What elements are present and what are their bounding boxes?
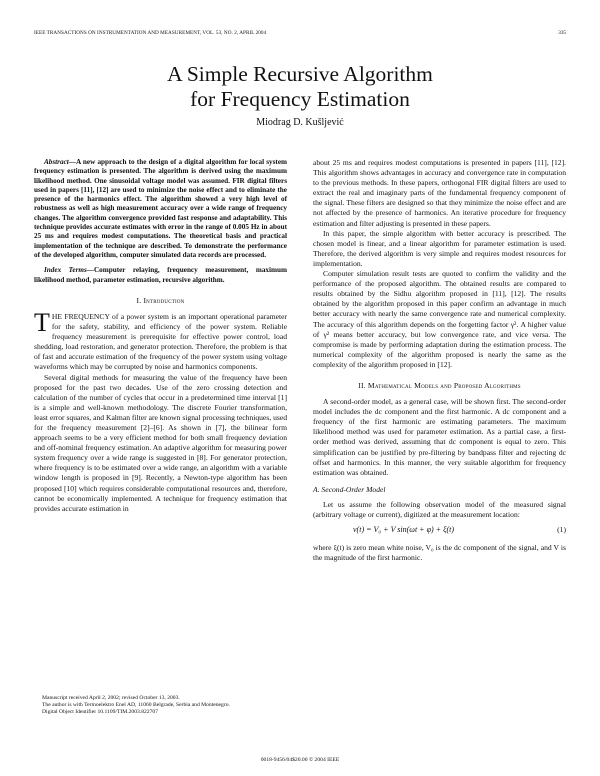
title-line-2: for Frequency Estimation [190,87,410,111]
index-terms [34,266,287,285]
footnote-affiliation: The author is with Termoelektro Enel AD, 11060 Belgrade, Serbia and Montenegro. [42,702,230,709]
abstract-lead: Abstract— [44,158,76,166]
intro-paragraph-1 [34,307,287,373]
right-column [313,158,566,563]
copyright-footer: 0018-9456/04$20.00 © 2004 IEEE [260,757,340,763]
section-1-heading: I. Introduction [136,295,185,305]
paper-title [0,62,600,112]
abstract [34,158,287,260]
index-terms-lead: Index Terms— [44,266,94,275]
equation-1 [313,525,566,539]
footnote-received: Manuscript received April 2, 2002; revised October 13, 2003. [42,695,180,701]
left-column [34,158,287,514]
title-line-1: A Simple Recursive Algorithm [167,62,433,86]
equation-body: v(t) = V₀ + V sin(ωt + φ) + ξ(t) [353,525,455,535]
footnote-doi: Digital Object Identifier 10.1109/TIM.2003.822707 [42,709,158,716]
author: Miodrag D. Kušljević [256,117,344,128]
abstract-text: A new approach to the design of a digital algorithm for local system frequency estimation is presented. The algorithm is derived using the maximum likelihood method. One sinusoidal voltage model was assumed. FIR digital filters used in papers [11], [12] are used to minimize the noise effect and to eliminate the presence of the harmonics effect. The algorithm showed a very high level of robustness as well as high measurement accuracy over a wide range of frequency changes. The algorithm convergence provided fast response and adaptability. This technique provides accurate estimates with error in the range of 0.005 Hz in about 25 ms and requires modest computations. The theoretical basis and practical implementation of the technique are described. To demonstrate the performance of the developed algorithm, computer simulated data records are processed. [34,158,287,259]
section-2-heading: II. Mathematical Models and Proposed Algorithms [358,380,521,390]
section-2-paragraph-3: where ξ(t) is zero mean white noise, V₀ is the dc component of the signal, and V is the magnitude of the first harmonic. [313,543,566,563]
subsection-heading: A. Second-Order Model [313,484,386,494]
page-number: 335 [558,30,566,36]
intro-paragraph-1-text: HE FREQUENCY of a power system is an important operational parameter for the safety, stability, and efficiency of the power system. Reliable frequency measurement is prerequisite for effective power control, load shedding, load restoration, and generator protection. Therefore, the problem is that of fast and accurate estimation of the frequency of the power system using voltage waveforms which may be corrupted by noise and harmonics components. [34,311,287,372]
intro-paragraph-2-continued: about 25 ms and requires modest computations is presented in papers [11], [12]. This algorithm shows advantages in accuracy and convergence rate in computation to the previous methods. In these papers, orthogonal FIR digital filters are used to extract the real and imaginary parts of the fundamental frequency component of the signal. These filters are designed so that they minimize the noise effect and are not affected by the presence of harmonics. An iterative procedure for frequency estimation and filter adjusting is presented in these papers. [313,158,566,228]
index-terms-text: Computer relaying, frequency measurement, maximum likelihood method, parameter estimation, recursive algorithm. [34,266,287,284]
footnotes [34,695,287,717]
intro-paragraph-3: In this paper, the simple algorithm with better accuracy is prescribed. The chosen model is linear, and a linear algorithm for parameter estimation is used. Therefore, the derived algorithm is very simple and requires modest resources for implementation. [313,228,566,268]
running-head: IEEE TRANSACTIONS ON INSTRUMENTATION AND MEASUREMENT, VOL. 53, NO. 2, APRIL 2004 [34,30,267,36]
intro-paragraph-4: Computer simulation result tests are quoted to confirm the validity and the performance of the proposed algorithm. The obtained results are compared to results obtained by the Sidhu algorithm proposed in [11], [12]. The results obtained by the algorithm proposed in this paper confirm an advantage in much better accuracy with nearly the same convergence rate and numerical complexity. The accuracy of this algorithm depends on the forgetting factor γ². A higher value of γ² means better accuracy, but low convergence rate, and vice versa. The compromise is made by performing adaptation during the estimation process. The numerical complexity of the algorithm proposed is nearly the same as the complexity of the algorithm proposed in [12]. [313,269,566,369]
intro-paragraph-2: Several digital methods for measuring the value of the frequency have been proposed for the past two decades. Use of the zero crossing detection and calculation of the number of cycles that occur in a predetermined time interval [1] is a simple and well-known methodology. The discrete Fourier transformation, least error squares, and Kalman filter are known signal processing techniques, used for the frequency measurement [2]–[6]. As shown in [7], the bilinear form approach seems to be a very efficient method for both small frequency deviation and off-nominal frequency estimation. An adaptive algorithm for measuring power system frequency over a wide range is suggested in [8]. For generator protection, where frequency is to be estimated over a wide range, an algorithm with a variable window length is proposed in [9]. Recently, a Newton-type algorithm has been proposed [10] which requires considerable computational resources and, therefore, cannot be economically implemented. A technique for frequency estimation that provides accurate estimation in [34,372,287,513]
equation-number: (1) [557,525,566,535]
dropcap: T [34,307,50,337]
section-2-paragraph-1: A second-order model, as a general case, will be shown first. The second-order model includes the dc component and the first harmonic. A dc component and a frequency of the first harmonic are estimating parameters. The maximum likelihood method was used for parameter estimation. As a partial case, a first-order method was derived, assuming that dc component is equal to zero. This simplification can be justified by pre-filtering by bandpass filter and rejecting dc offset and harmonics. In this manner, the very suitable algorithm for frequency estimation was obtained. [313,397,566,477]
section-2-paragraph-2: Let us assume the following observation model of the measured signal (arbitrary voltage or current), digitized at the measurement location: [313,499,566,519]
